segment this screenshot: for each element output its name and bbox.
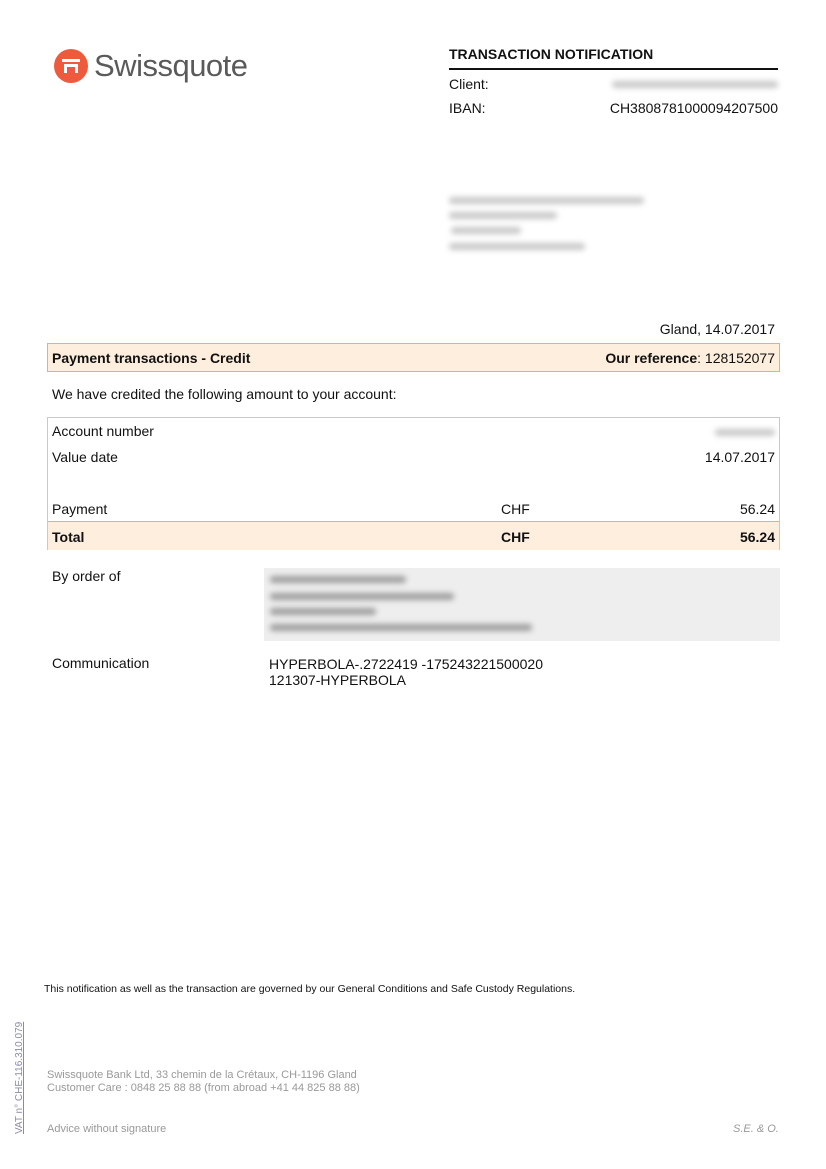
iban-label: IBAN: — [449, 100, 486, 116]
iban-row — [449, 100, 778, 116]
reference-value: 128152077 — [704, 349, 775, 366]
transaction-type: Payment transactions - Credit — [52, 349, 251, 366]
total-row — [48, 521, 779, 550]
payment-label: Payment — [52, 501, 108, 517]
ordering-party-redacted — [264, 568, 780, 641]
logo-wordmark: Swissquote — [94, 48, 248, 83]
communication-line-2: 121307-HYPERBOLA — [269, 672, 406, 688]
client-redacted — [612, 81, 778, 88]
value-date-label: Value date — [52, 449, 118, 465]
reference: Our reference: 128152077 — [605, 349, 775, 366]
by-order-label: By order of — [52, 568, 121, 584]
client-label: Client: — [449, 76, 489, 92]
account-details — [47, 417, 780, 550]
payment-amount: 56.24 — [739, 501, 775, 517]
payment-currency: CHF — [501, 501, 530, 517]
bank-address — [47, 1069, 360, 1095]
recipient-address-redacted — [449, 196, 649, 256]
place-date: Gland, 14.07.2017 — [659, 321, 775, 337]
transaction-type-banner — [47, 343, 780, 372]
swissquote-logo — [54, 48, 248, 84]
total-amount: 56.24 — [739, 529, 775, 545]
client-row — [449, 76, 778, 92]
communication-label: Communication — [52, 655, 150, 671]
communication-text — [269, 656, 543, 688]
total-currency: CHF — [501, 529, 530, 545]
advice-note: Advice without signature — [47, 1123, 167, 1135]
bank-address-line: Swissquote Bank Ltd, 33 chemin de la Crétaux, CH-1196 Gland — [47, 1069, 357, 1081]
communication-line-1: HYPERBOLA-.2722419 -175243221500020 — [269, 656, 543, 672]
customer-care-line: Customer Care : 0848 25 88 88 (from abroad +41 44 825 88 88) — [47, 1082, 360, 1094]
value-date: 14.07.2017 — [704, 449, 775, 465]
document-title: TRANSACTION NOTIFICATION — [449, 46, 778, 70]
payment-row — [52, 501, 775, 517]
account-number-label: Account number — [52, 423, 154, 439]
iban-value: CH3808781000094207500 — [609, 100, 778, 116]
vat-number: VAT n° CHE-116.310.079 — [14, 1021, 25, 1134]
value-date-row — [52, 449, 775, 465]
legal-notice: This notification as well as the transaction are governed by our General Conditions and Safe Custody Regulations. — [44, 983, 576, 995]
bank-logo-icon — [54, 49, 88, 83]
errors-omissions-note: S.E. & O. — [733, 1123, 779, 1135]
total-label: Total — [52, 529, 85, 545]
account-number-redacted — [715, 429, 775, 436]
intro-text: We have credited the following amount to your account: — [52, 386, 397, 402]
account-number-row — [52, 423, 775, 439]
